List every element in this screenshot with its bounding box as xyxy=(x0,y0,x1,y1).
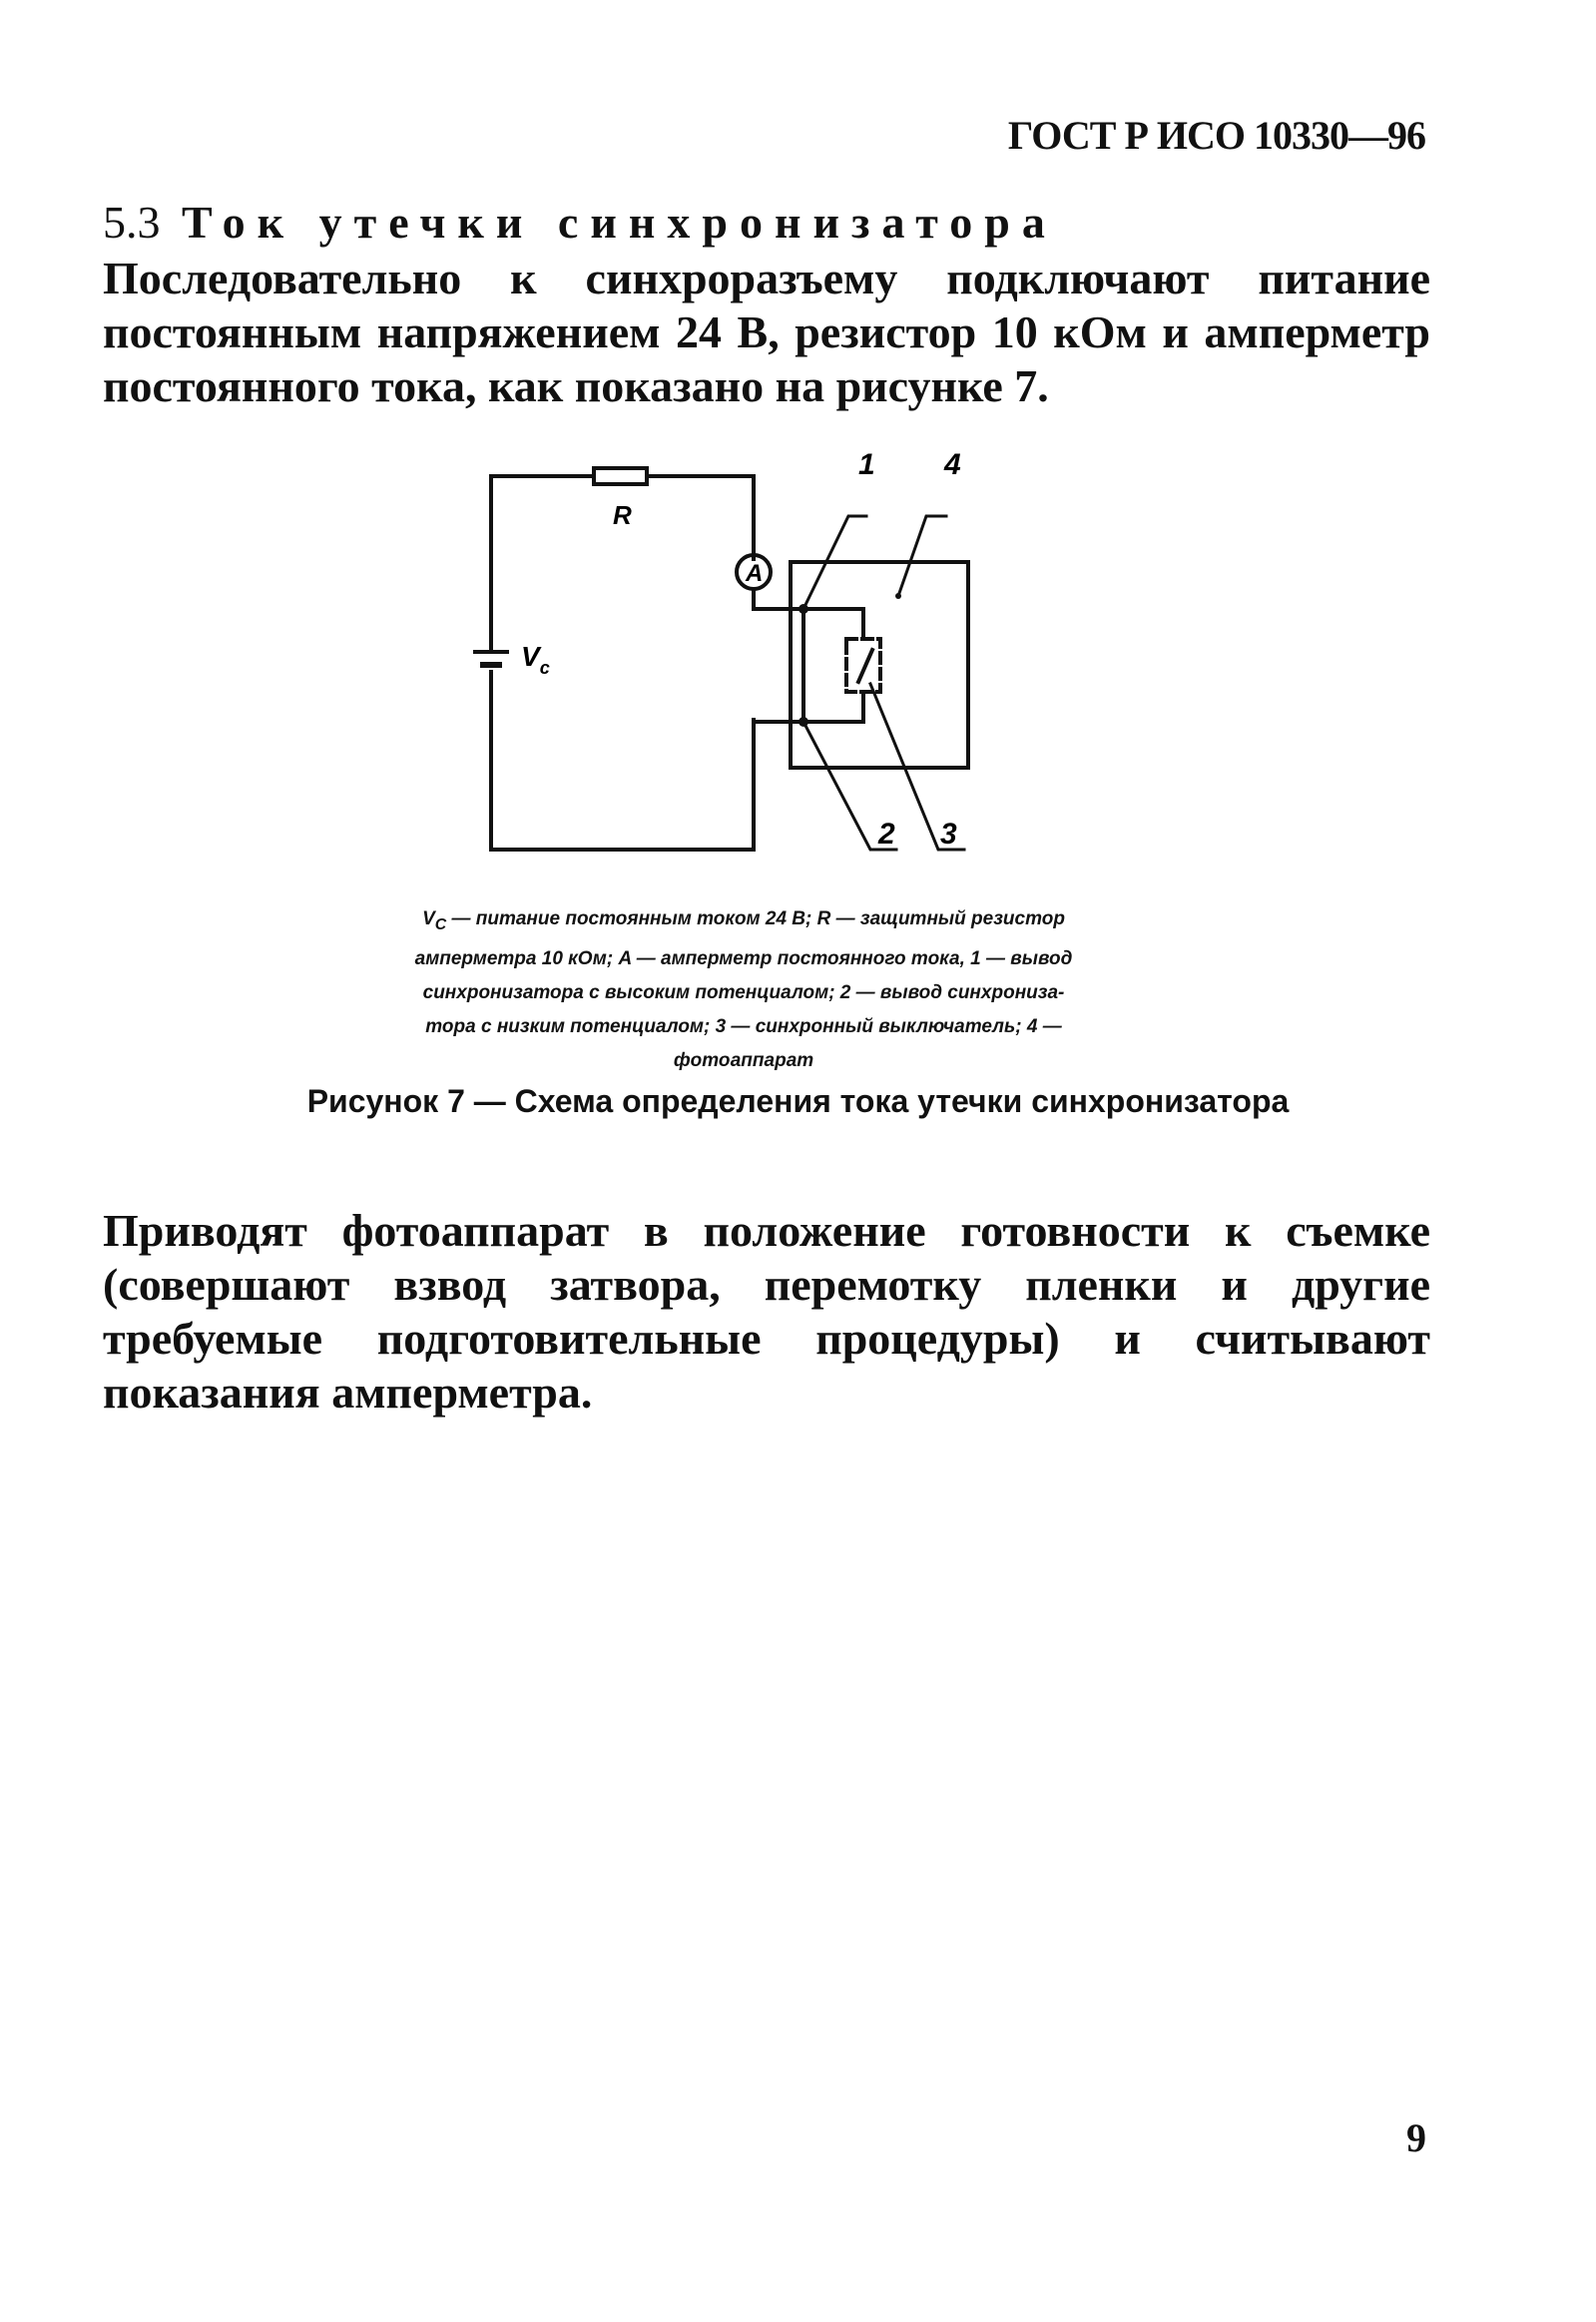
wire-bottom xyxy=(491,720,754,850)
junction-dot-2 xyxy=(798,717,808,727)
wire-inner-bottom xyxy=(803,692,863,722)
resistor-symbol xyxy=(594,468,647,484)
callout-1-label: 1 xyxy=(858,448,875,481)
camera-dot xyxy=(895,593,901,599)
section-number: 5.3 xyxy=(103,197,161,248)
paragraph-1: Последовательно к синхроразъему подключают питание постоянным напряжением 24 В, резистор 10 кОм и амперметр постоянного тока, как показано на рисунке 7. xyxy=(103,253,1430,411)
legend-line-3: синхронизатора с высоким потенциалом; 2 — вывод синхрониза- xyxy=(422,981,1065,1003)
section-heading xyxy=(103,196,1057,249)
callout-2-label: 2 xyxy=(878,818,895,851)
circuit-diagram xyxy=(469,434,988,873)
sync-switch-blade xyxy=(858,650,872,682)
junction-dot-1 xyxy=(798,604,808,614)
wire-inner-top xyxy=(803,609,863,639)
figure-caption: Рисунок 7 — Схема определения тока утечки синхронизатора xyxy=(306,1083,1290,1119)
sync-switch-box xyxy=(846,639,880,692)
page-number: 9 xyxy=(1406,2115,1426,2160)
voltage-label: $V_c$ xyxy=(521,641,550,678)
standard-code-header: ГОСТ Р ИСО 10330—96 xyxy=(1007,113,1425,158)
resistor-label: R xyxy=(613,500,632,530)
legend-line-1: $V_C$ — питание постоянным током 24 В; R — защитный резистор xyxy=(422,908,1065,933)
callout-leader-4 xyxy=(898,516,946,596)
legend-line-5: фотоаппарат xyxy=(673,1049,814,1071)
legend-line-2: амперметра 10 кОм; A — амперметр постоянного тока, 1 — вывод xyxy=(414,947,1073,969)
section-title: Ток утечки синхронизатора xyxy=(182,197,1057,248)
callout-4-label: 4 xyxy=(944,448,961,481)
figure-legend xyxy=(329,902,1158,1078)
legend-line-4: тора с низким потенциалом; 3 — синхронный выключатель; 4 — xyxy=(425,1015,1062,1037)
wire-ammeter-down xyxy=(754,589,803,609)
paragraph-2: Приводят фотоаппарат в положение готовности к съемке (совершают взвод затвора, перемотку пленки и другие требуемые подготовительные процедуры) и считывают показания амперметра. xyxy=(103,1205,1430,1418)
callout-3-label: 3 xyxy=(940,818,957,851)
ammeter-label: A xyxy=(746,560,764,587)
wire-top-right xyxy=(647,476,754,559)
